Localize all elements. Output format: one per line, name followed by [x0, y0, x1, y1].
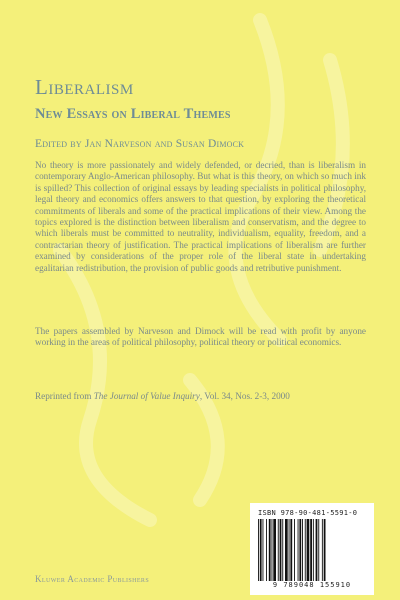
editors-line: Edited by Jan Narveson and Susan Dimock — [35, 138, 245, 150]
barcode-panel — [250, 503, 374, 595]
book-title: Liberalism — [35, 75, 134, 99]
reprint-prefix: Reprinted from — [35, 391, 94, 401]
barcode-digits: 9 789048 155910 — [272, 581, 352, 589]
barcode-icon — [258, 519, 366, 581]
blurb-paragraph: No theory is more passionately and widely defended, or decried, than is liberalism in contemporary Anglo-American philosophy. But what is this theory, on which so much ink is spilled? This collection of original essays by leading specialists in political philosophy, legal theory and economics offers answers to that question, by exploring the theoretical commitments of liberals and some of the practical implications of their view. Among the topics explored is the distinction between liberalism and conservatism, and the degree to which liberals must be committed to neutrality, individualism, equality, freedom, and a contractarian theory of justification. The practical implications of liberalism are further examined by considerations of the proper role of the liberal state in undertaking egalitarian redistribution, the provision of public goods and retributive punishment. — [35, 160, 366, 273]
reprint-note — [35, 391, 366, 401]
reprint-suffix: , Vol. 34, Nos. 2-3, 2000 — [199, 391, 290, 401]
book-subtitle: New Essays on Liberal Themes — [35, 106, 231, 122]
journal-name: The Journal of Value Inquiry — [93, 391, 200, 401]
blurb-paragraph: The papers assembled by Narveson and Dimock will be read with profit by anyone working in the areas of political philosophy, political theory or political economics. — [35, 326, 366, 348]
isbn-label: ISBN 978-90-481-5591-0 — [258, 509, 358, 517]
publisher-name: Kluwer Academic Publishers — [35, 574, 150, 584]
